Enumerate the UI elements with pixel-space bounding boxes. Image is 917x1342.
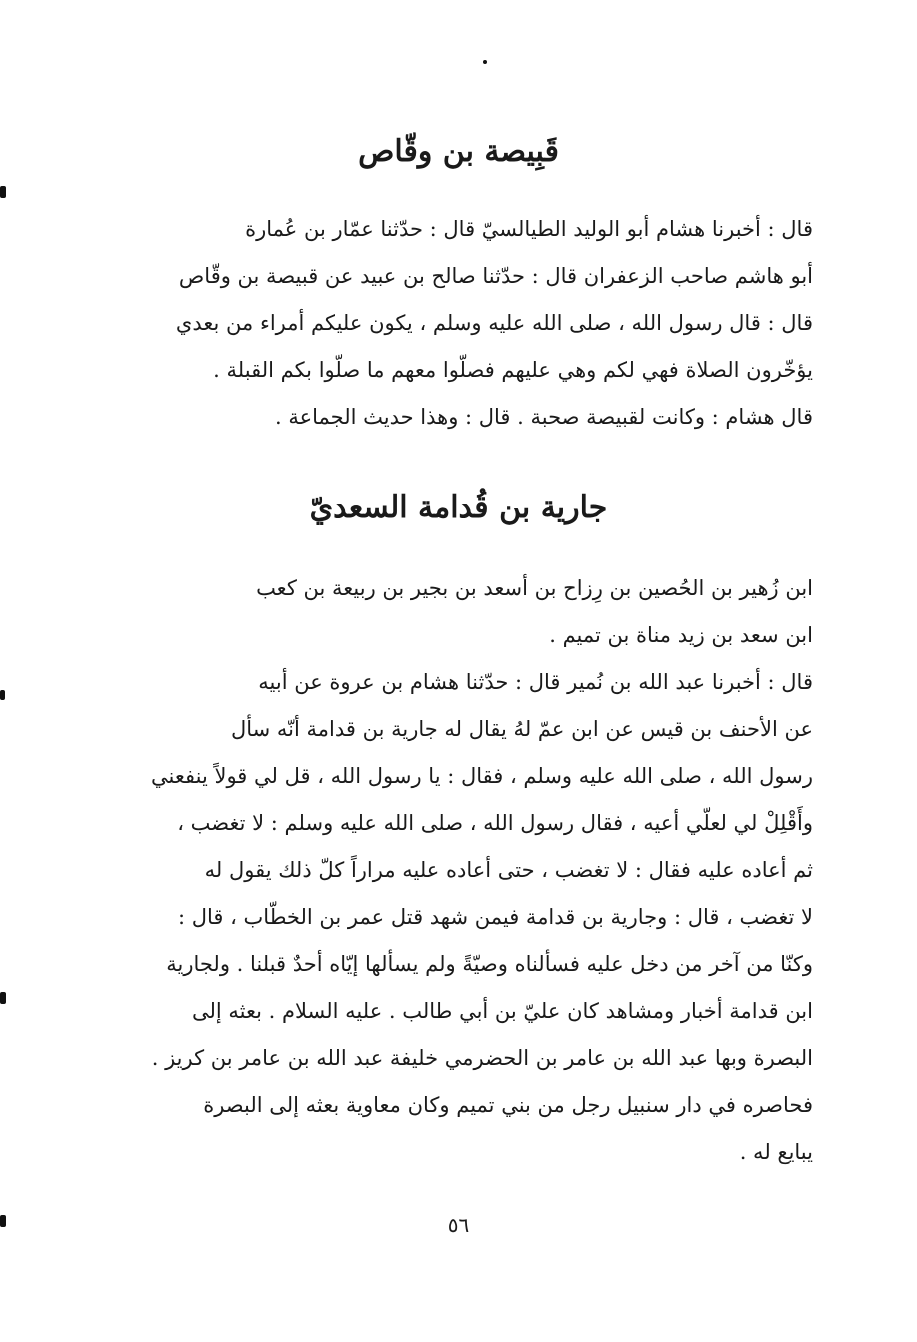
left-margin-mark <box>0 186 6 198</box>
left-margin-mark <box>0 690 5 700</box>
text-line: البصرة وبها عبد الله بن عامر بن الحضرمي خليفة عبد الله بن عامر بن كريز . <box>151 1046 813 1070</box>
section-body-qabisa <box>105 206 813 441</box>
text-line: ثم أعاده عليه فقال : لا تغضب ، حتى أعاده عليه مراراً كلّ ذلك يقول له <box>204 858 813 882</box>
text-line: قال هشام : وكانت لقبيصة صحبة . قال : وهذا حديث الجماعة . <box>274 405 813 429</box>
section-body-jariya <box>105 565 813 1176</box>
scan-speck <box>483 60 487 64</box>
text-line: ابن قدامة أخبار ومشاهد كان عليّ بن أبي طالب . عليه السلام . بعثه إلى <box>191 999 813 1023</box>
section-title-jariya: جارية بن قُدامة السعديّ <box>309 490 608 525</box>
text-line: يبايع له . <box>739 1140 813 1164</box>
text-line: ابن زُهير بن الحُصين بن رِزاح بن أسعد بن بجير بن ربيعة بن كعب <box>256 576 813 600</box>
section-title-qabisa: قَبِيصة بن وقّاص <box>358 134 559 169</box>
text-line: وكنّا من آخر من دخل عليه فسألناه وصيّةً ولم يسألها إيّاه أحدٌ قبلنا . ولجارية <box>166 952 813 976</box>
text-line: ابن سعد بن زيد مناة بن تميم . <box>549 623 813 647</box>
text-line: عن الأحنف بن قيس عن ابن عمّ لهُ يقال له جارية بن قدامة أنّه سأل <box>231 717 813 741</box>
text-line: أبو هاشم صاحب الزعفران قال : حدّثنا صالح بن عبيد عن قبيصة بن وقّاص <box>178 264 813 288</box>
text-line: رسول الله ، صلى الله عليه وسلم ، فقال : يا رسول الله ، قل لي قولاً ينفعني <box>151 764 813 788</box>
text-line: قال : قال رسول الله ، صلى الله عليه وسلم ، يكون عليكم أمراء من بعدي <box>175 311 813 335</box>
text-line: قال : أخبرنا هشام أبو الوليد الطيالسيّ قال : حدّثنا عمّار بن عُمارة <box>245 217 813 241</box>
left-margin-mark <box>0 992 6 1004</box>
text-line: فحاصره في دار سنبيل رجل من بني تميم وكان معاوية بعثه إلى البصرة <box>203 1093 813 1117</box>
text-line: قال : أخبرنا عبد الله بن نُمير قال : حدّثنا هشام بن عروة عن أبيه <box>258 670 813 694</box>
text-line: يؤخّرون الصلاة فهي لكم وهي عليهم فصلّوا معهم ما صلّوا بكم القبلة . <box>213 358 813 382</box>
page-number: ٥٦ <box>447 1213 470 1237</box>
text-line: لا تغضب ، قال : وجارية بن قدامة فيمن شهد قتل عمر بن الخطّاب ، قال : <box>177 905 813 929</box>
text-line: وأَقْلِلْ لي لعلّي أعيه ، فقال رسول الله ، صلى الله عليه وسلم : لا تغضب ، <box>177 811 813 835</box>
